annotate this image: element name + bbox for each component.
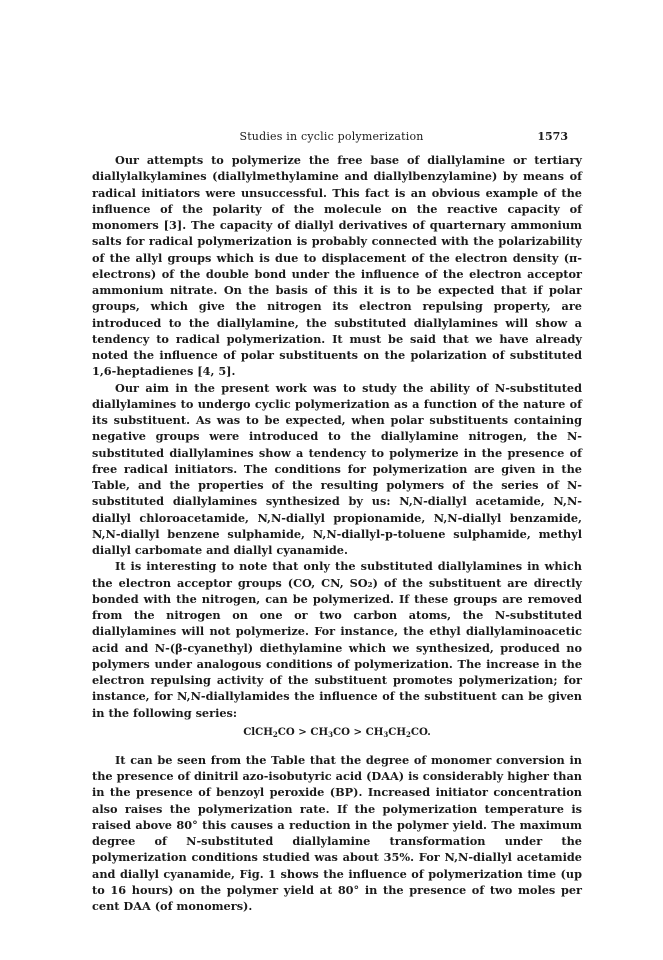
paragraph-3: It is interesting to note that only the substituted diallylamines in which the electron acceptor groups (CO, CN, SO₂) of the substituent are directly bonded with the nitrogen, can be polymerized. If these groups are removed from the nitrogen on one or two carbon atoms, the N-substituted diallylamines will not polymerize. For instance, the ethyl diallylaminoacetic acid and N-(β-cyanethyl) diethylamine which we synthesized, produced no polymers under analogous conditions of polymerization. The increase in the electron repulsing activity of the substituent promotes polymerization; for instance, for N,N-diallylamides the influence of the substituent can be given in the following series: [92, 559, 582, 720]
paragraph-1: Our attempts to polymerize the free base of diallylamine or tertiary diallylalkylamines (diallylmethylamine and diallylbenzylamine) by means of radical initiators were unsuccessful. This fact is an obvious example of the influence of the polarity of the molecule on the reactive capacity of monomers [3]. The capacity of diallyl derivatives of quarternary ammonium salts for radical polymerization is probably connected with the polarizability of the allyl groups which is due to displacement of the electron density (π-electrons) of the double bond under the influence of the electron acceptor ammonium nitrate. On the basis of this it is to be expected that if polar groups, which give the nitrogen its electron repulsing property, are introduced to the diallylamine, the substituted diallylamines will show a tendency to radical polymerization. It must be said that we have already noted the influence of polar substituents on the polarization of substituted 1,6-heptadienes [4, 5]. [92, 153, 582, 379]
paragraph-4: It can be seen from the Table that the degree of monomer conversion in the presence of dinitril azo-isobutyric acid (DAA) is considerably higher than in the presence of benzoyl peroxide (BP). Increased initiator concentration also raises the polymerization rate. If the polymerization temperature is raised above 80° this causes a reduction in the polymer yield. The maximum degree of N-substituted diallylamine transformation under the polymerization conditions studied was about 35%. For N,N-diallyl acetamide and diallyl cyanamide, Fig. 1 shows the influence of polymerization time (up to 16 hours) on the polymer yield at 80° in the presence of two moles per cent DAA (of monomers). [92, 752, 582, 913]
substituent-series-formula: ClCH$_2$CO > $CH_3CO > CH_3CH_2CO$. [243, 725, 431, 739]
page-number: 1573 [537, 130, 568, 143]
article-body [92, 152, 582, 914]
running-title: Studies in cyclic polymerization [239, 130, 424, 143]
paragraph-2: Our aim in the present work was to study the ability of N-substituted diallylamines to undergo cyclic polymerization as a function of the nature of its substituent. As was to be expected, when polar substituents containing negative groups were introduced to the diallylamine nitrogen, the N-substituted diallylamines show a tendency to polymerize in the presence of free radical initiators. The conditions for polymerization are given in the Table, and the properties of the resulting polymers of the series of N-substituted diallylamines synthesized by us: N,N-diallyl acetamide, N,N-diallyl chloroacetamide, N,N-diallyl propionamide, N,N-diallyl benzamide, N,N-diallyl benzene sulphamide, N,N-diallyl-p-toluene sulphamide, methyl diallyl carbomate and diallyl cyanamide. [92, 380, 582, 557]
running-header [0, 130, 663, 146]
